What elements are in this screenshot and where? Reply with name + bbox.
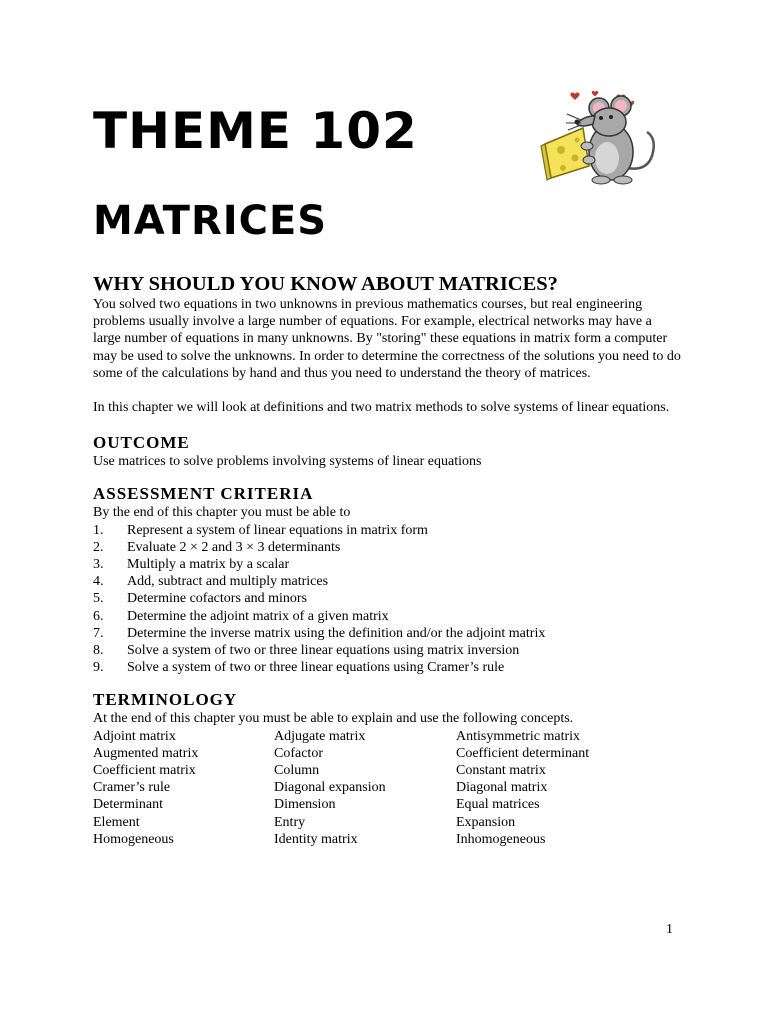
intro-paragraph-1: You solved two equations in two unknowns in previous mathematics courses, but real engineering problems usually involve a large number of equations. For example, electrical networks may have a large number of equations in many unknowns. By "storing" these equations in matrix form a computer may be used to solve the unknowns. In order to determine the correctness of the solutions you need to do some of the calculations by hand and thus you need to understand the theory of matrices. [93,297,681,381]
assessment-intro: By the end of this chapter you must be able to [93,505,351,521]
term: Determinant [93,797,163,813]
term: Adjoint matrix [93,728,176,744]
list-item: 8. Solve a system of two or three linear equations using matrix inversion [93,643,520,659]
list-item: 6. Determine the adjoint matrix of a given matrix [93,608,389,624]
term: Coefficient matrix [93,763,196,779]
term: Inhomogeneous [456,831,546,847]
term: Element [93,814,140,830]
outcome-heading: OUTCOME [93,433,190,453]
term: Cramer’s rule [93,780,171,796]
list-item: 4. Add, subtract and multiply matrices [93,574,329,590]
term: Diagonal expansion [274,780,386,796]
list-item: 2. Evaluate 2 × 2 and 3 × 3 determinants [93,539,341,555]
term: Homogeneous [93,831,174,847]
term: Antisymmetric matrix [456,728,581,744]
term: Coefficient determinant [456,745,590,761]
list-item: 9. Solve a system of two or three linear equations using Cramer’s rule [93,660,505,676]
term: Dimension [274,797,336,813]
subject-title: MATRICES [93,198,328,244]
terminology-intro: At the end of this chapter you must be able to explain and use the following concepts. [93,711,574,727]
list-item: 7. Determine the inverse matrix using the definition and/or the adjoint matrix [93,625,546,641]
intro-heading: WHY SHOULD YOU KNOW ABOUT MATRICES? [93,273,558,295]
term: Entry [274,814,306,830]
term: Identity matrix [274,831,358,847]
term: Constant matrix [456,763,546,779]
theme-title: THEME 102 [93,102,418,160]
main-content [93,272,683,848]
term: Cofactor [274,745,323,761]
term: Equal matrices [456,797,540,813]
term: Column [274,763,320,779]
intro-paragraph-2: In this chapter we will look at definitions and two matrix methods to solve systems of linear equations. [93,400,670,416]
terminology-grid [93,728,683,848]
terminology-heading: TERMINOLOGY [93,690,238,710]
assessment-heading: ASSESSMENT CRITERIA [93,484,314,504]
term: Diagonal matrix [456,780,548,796]
outcome-text: Use matrices to solve problems involving systems of linear equations [93,454,482,470]
list-item: 1. Represent a system of linear equations in matrix form [93,522,428,538]
term: Expansion [456,814,516,830]
term: Augmented matrix [93,745,199,761]
list-item: 3. Multiply a matrix by a scalar [93,557,290,573]
list-item: 5. Determine cofactors and minors [93,591,307,607]
mouse-with-cheese-icon [535,88,660,186]
term: Adjugate matrix [274,728,366,744]
assessment-criteria-list [93,522,683,677]
page-number: 1 [666,922,673,937]
